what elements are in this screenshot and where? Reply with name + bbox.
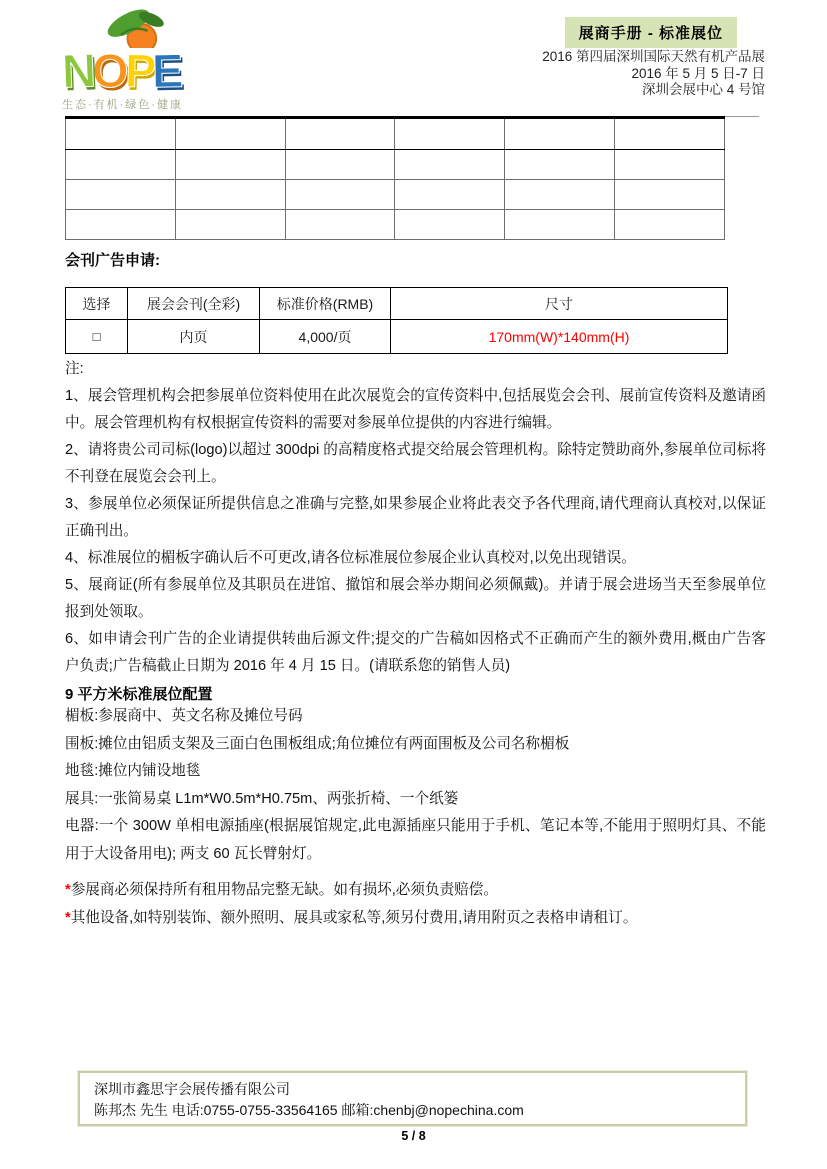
- handbook-badge: 展商手册 - 标准展位: [565, 17, 737, 48]
- logo-letter: E: [151, 43, 180, 98]
- starred-note-text: 其他设备,如特别装饰、额外照明、展具或家私等,须另付费用,请用附页之表格申请租订。: [70, 910, 638, 926]
- starred-note: [65, 876, 766, 904]
- ad-journal-value: 内页: [128, 320, 260, 354]
- empty-cell: [66, 210, 176, 240]
- starred-note-text: 参展商必须保持所有租用物品完整无缺。如有损坏,必须负责赔偿。: [70, 882, 498, 898]
- empty-cell: [395, 118, 505, 150]
- page-number: 5 / 8: [401, 1129, 426, 1143]
- logo-letter: P: [124, 43, 153, 98]
- notes-label: 注:: [65, 361, 84, 377]
- empty-cell: [615, 180, 725, 210]
- starred-notes: [65, 876, 766, 932]
- logo-letter: O: [91, 44, 125, 97]
- table-row: [66, 180, 725, 210]
- booth-config-line: 电器:一个 300W 单相电源插座(根据展馆规定,此电源插座只能用于手机、笔记本等,不能用于照明灯具、不能用于大设备用电); 两支 60 瓦长臂射灯。: [65, 818, 766, 862]
- asterisk-mark: *: [65, 882, 71, 898]
- event-header: [542, 49, 765, 99]
- logo-tagline: 生态·有机·绿色·健康: [62, 99, 183, 111]
- booth-config-line: 围板:摊位由铝质支架及三面白色围板组成;角位摊位有两面围板及公司名称楣板: [65, 735, 570, 752]
- notes-section: [65, 356, 766, 680]
- logo-wordmark: [61, 43, 222, 98]
- footer-contact-box: [78, 1071, 747, 1126]
- empty-grid-table-wrap: [65, 116, 725, 240]
- ad-header-size: 尺寸: [391, 288, 728, 320]
- ad-price-value: 4,000/页: [260, 320, 391, 354]
- ad-size-value: 170mm(W)*140mm(H): [391, 320, 728, 354]
- empty-cell: [175, 210, 285, 240]
- booth-config-line: 地毯:摊位内铺设地毯: [65, 763, 201, 779]
- ad-header-select: 选择: [66, 288, 128, 320]
- empty-cell: [615, 210, 725, 240]
- ad-table: [65, 287, 728, 354]
- empty-cell: [285, 150, 395, 180]
- empty-cell: [285, 180, 395, 210]
- contact-line: [94, 1100, 731, 1121]
- table-top-extension-line: [725, 116, 759, 117]
- booth-config-section: [65, 703, 766, 868]
- empty-cell: [505, 118, 615, 150]
- company-name: 深圳市鑫思宇会展传播有限公司: [94, 1081, 290, 1097]
- contact-text: 陈邦杰 先生 电话:0755-0755-33564165 邮箱:: [94, 1102, 374, 1118]
- empty-cell: [615, 118, 725, 150]
- table-row: [66, 118, 725, 150]
- booth-config-line: 展具:一张简易桌 L1m*W0.5m*H0.75m、两张折椅、一个纸篓: [65, 790, 459, 807]
- empty-cell: [66, 150, 176, 180]
- empty-cell: [285, 118, 395, 150]
- nope-logo: [62, 2, 222, 112]
- empty-cell: [505, 210, 615, 240]
- note-item: 1、展会管理机构会把参展单位资料使用在此次展览会的宣传资料中,包括展览会会刊、展前宣传资料及邀请函中。展会管理机构有权根据宣传资料的需要对参展单位提供的内容进行编辑。: [65, 388, 766, 431]
- note-item: 4、标准展位的楣板字确认后不可更改,请各位标准展位参展企业认真校对,以免出现错误。: [65, 550, 636, 566]
- event-date: 2016 年 5 月 5 日-7 日: [631, 65, 765, 81]
- empty-cell: [66, 180, 176, 210]
- select-checkbox[interactable]: □: [66, 320, 128, 354]
- empty-cell: [285, 210, 395, 240]
- table-row: [66, 210, 725, 240]
- note-item: 5、展商证(所有参展单位及其职员在进馆、撤馆和展会举办期间必须佩戴)。并请于展会进场当天至参展单位报到处领取。: [65, 577, 766, 620]
- event-venue: 深圳会展中心 4 号馆: [641, 82, 765, 97]
- empty-cell: [66, 118, 176, 150]
- empty-cell: [505, 180, 615, 210]
- starred-note: [65, 904, 766, 932]
- empty-cell: [395, 180, 505, 210]
- ad-table-data-row: [66, 320, 728, 354]
- section-title-booth-config: 9 平方米标准展位配置: [65, 686, 213, 703]
- empty-cell: [395, 210, 505, 240]
- note-item: 2、请将贵公司司标(logo)以超过 300dpi 的高精度格式提交给展会管理机构。除特定赞助商外,参展单位司标将不刊登在展览会会刊上。: [65, 442, 766, 485]
- empty-grid-table: [65, 116, 725, 240]
- asterisk-mark: *: [65, 910, 71, 926]
- logo-letter: N: [61, 43, 93, 98]
- empty-cell: [505, 150, 615, 180]
- section-title-ad-application: 会刊广告申请:: [65, 252, 160, 269]
- empty-cell: [615, 150, 725, 180]
- leaf-icon: [90, 6, 186, 48]
- empty-cell: [175, 118, 285, 150]
- empty-cell: [175, 180, 285, 210]
- table-row: [66, 150, 725, 180]
- event-title: 2016 第四届深圳国际天然有机产品展: [542, 49, 765, 64]
- ad-table-header-row: [66, 288, 728, 320]
- note-item: 6、如申请会刊广告的企业请提供转曲后源文件;提交的广告稿如因格式不正确而产生的额外费用,概由广告客户负责;广告稿截止日期为 2016 年 4 月 15 日。(请联系您的销售人员): [65, 631, 766, 674]
- ad-header-journal: 展会会刊(全彩): [128, 288, 260, 320]
- empty-cell: [175, 150, 285, 180]
- booth-config-line: 楣板:参展商中、英文名称及摊位号码: [65, 708, 303, 724]
- email-link[interactable]: chenbj@nopechina.com: [373, 1102, 524, 1118]
- ad-header-price: 标准价格(RMB): [260, 288, 391, 320]
- note-item: 3、参展单位必须保证所提供信息之准确与完整,如果参展企业将此表交予各代理商,请代理商认真校对,以保证正确刊出。: [65, 496, 766, 539]
- empty-cell: [395, 150, 505, 180]
